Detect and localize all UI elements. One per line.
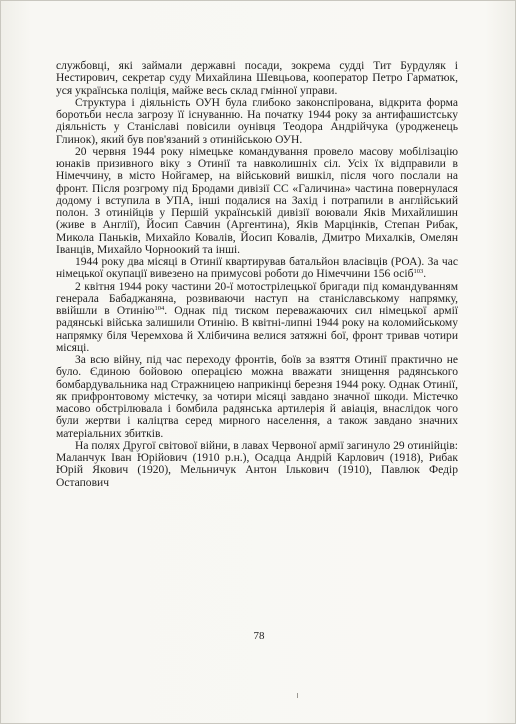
page-number: 78 (253, 630, 265, 642)
paragraph-3: 20 червня 1944 року німецьке командування провело масову мобілізацію юнаків призивного віку з Отинії та навколишніх сіл. Усіх їх відправили в Німеччину, в місто Нойгамер, на військовий вишкіл, після чого послали на фронт. Після розгрому під Бродами дивізії СС «Галичина» частина повернулася додому і вступила в УПА, інші подалися на Захід і потрапили в англійський полон. З отинійців у Першій українській дивізії воювали Яків Михайлишин (живе в Англії), Йосип Савчин (Аргентина), Яків Марцінків, Степан Рибак, Микола Паньків, Михайло Ковалів, Йосип Ковалів, Дмитро Михалків, Омелян Іванців, Михайло Чорноокий та інші. (56, 145, 458, 256)
paragraph-6: За всю війну, під час переходу фронтів, боїв за взяття Отинії практично не було. Єдиною бойовою операцією можна вважати знищення радянського бомбардувальника над Стражницею наприкінці березня 1944 року. Однак Отинії, як прифронтовому містечку, за чотири місяці завдано значної шкоди. Містечко масово обстрілювала і бомбила радянська артилерія й авіація, внаслідок чого були жертви і каліцтва серед мирного населення, а також завдано значних матеріальних збитків. (56, 354, 458, 440)
paragraph-4: 1944 року два місяці в Отинії квартирував батальйон власівців (РОА). За час німецької окупації вивезено на примусові роботи до Німеччини 156 осіб$^{103}$. (56, 256, 458, 281)
paragraph-1: службовці, які займали державні посади, зокрема судді Тит Бурдуляк і Нестирович, секретар суду Михайлина Шевцьова, кооператор Петро Гарматюк, уся українська поліція, майже весь склад гмінної управи. (56, 60, 458, 97)
footnote-ref-103[interactable]: 103 (413, 268, 424, 276)
scan-mark (297, 693, 298, 698)
body-text (56, 60, 458, 489)
paragraph-5: 2 квітня 1944 року частини 20-ї мотострілецької бригади під командуванням генерала Бабаджаняна, розвиваючи наступ на станіславському напрямку, ввійшли в Отинію$^{104}$. Однак під тиском переважаючих сил німецької армії радянські війська залишили Отинію. В квітні-липні 1944 року на коломийському напрямку біля Черемхова й Хлібичина велися затяжні бої, фронт тривав чотири місяці. (56, 280, 458, 354)
paragraph-2: Структура і діяльність ОУН була глибоко законспірована, відкрита форма боротьби несла загрозу її існуванню. На початку 1944 року за антифашистську діяльність у Станіславі повісили оунівця Теодора Андрійчука (уродженець Глинок), який був пов'язаний з отинійською ОУН. (56, 96, 458, 146)
footnote-ref-104[interactable]: 104 (154, 305, 165, 312)
paragraph-7: На полях Другої світової війни, в лавах Червоної армії загинуло 29 отинійців: Маланчук Іван Юрійович (1910 р.н.), Осадца Андрій Карлович (1918), Рибак Юрій Якович (1920), Мельничук Антон Ількович (1910), Павлюк Федір Остапович (56, 439, 458, 489)
